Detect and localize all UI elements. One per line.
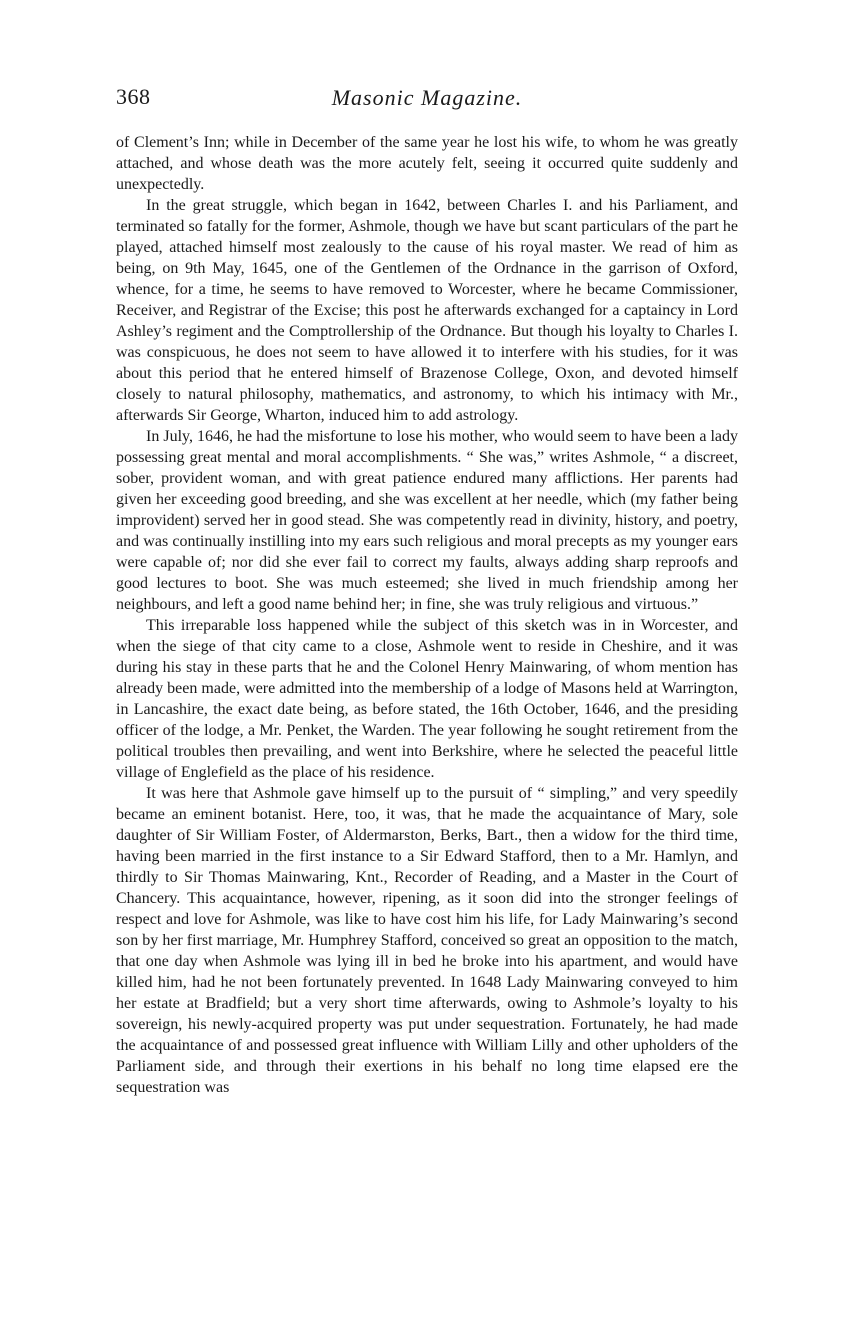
paragraph: In July, 1646, he had the misfortune to lose his mother, who would seem to have been a lady possessing great mental and moral accomplishments. “ She was,” writes Ashmole, “ a discreet, sober, provident woman, and with great patience endured many afflictions. Her parents had given her exceeding good breeding, and she was excellent at her needle, which (my father being improvident) served her in good stead. She was competently read in divinity, history, and poetry, and was continually instilling into my ears such religious and moral precepts as my younger ears were capable of; nor did she ever fail to correct my faults, always adding sharp reproofs and good lectures to boot. She was much esteemed; she lived in much friendship among her neighbours, and left a good name behind her; in fine, she was truly religious and virtuous.”	[116, 428, 738, 613]
article-body	[116, 132, 738, 1098]
page-header	[116, 84, 738, 118]
page-number: 368	[116, 84, 151, 109]
paragraph: This irreparable loss happened while the subject of this sketch was in in Worcester, and when the siege of that city came to a close, Ashmole went to reside in Cheshire, and it was during his stay in these parts that he and the Colonel Henry Mainwaring, of whom mention has already been made, were admitted into the membership of a lodge of Masons held at Warrington, in Lancashire, the exact date being, as before stated, the 16th October, 1646, and the presiding officer of the lodge, a Mr. Penket, the Warden. The year following he sought retirement from the political troubles then prevailing, and went into Berkshire, where he selected the peaceful little village of Englefield as the place of his residence.	[116, 617, 738, 781]
paragraph: of Clement’s Inn; while in December of the same year he lost his wife, to whom he was greatly attached, and whose death was the more acutely felt, seeing it occurred quite suddenly and unexpectedly.	[116, 134, 738, 193]
paragraph: In the great struggle, which began in 1642, between Charles I. and his Parliament, and terminated so fatally for the former, Ashmole, though we have but scant particulars of the part he played, attached himself most zealously to the cause of his royal master. We read of him as being, on 9th May, 1645, one of the Gentlemen of the Ordnance in the garrison of Oxford, whence, for a time, he seems to have removed to Worcester, where he became Commissioner, Receiver, and Registrar of the Excise; this post he afterwards exchanged for a captaincy in Lord Ashley’s regiment and the Comptrollership of the Ordnance. But though his loyalty to Charles I. was conspicuous, he does not seem to have allowed it to interfere with his studies, for it was about this period that he entered himself of Brazenose College, Oxon, and devoted himself closely to natural philosophy, mathematics, and astronomy, to which his intimacy with Mr., afterwards Sir George, Wharton, induced him to add astrology.	[116, 197, 738, 424]
paragraph: It was here that Ashmole gave himself up to the pursuit of “ simpling,” and very speedily became an eminent botanist. Here, too, it was, that he made the acquaintance of Mary, sole daughter of Sir William Foster, of Aldermarston, Berks, Bart., then a widow for the third time, having been married in the first instance to a Sir Edward Stafford, then to a Mr. Hamlyn, and thirdly to Sir Thomas Mainwaring, Knt., Recorder of Reading, and a Master in the Court of Chancery. This acquaintance, however, ripening, as it soon did into the stronger feelings of respect and love for Ashmole, was like to have cost him his life, for Lady Mainwaring’s second son by her first marriage, Mr. Humphrey Stafford, conceived so great an opposition to the match, that one day when Ashmole was lying ill in bed he broke into his apartment, and would have killed him, had he not been fortunately prevented. In 1648 Lady Mainwaring conveyed to him her estate at Bradfield; but a very short time afterwards, owing to Ashmole’s loyalty to his sovereign, his newly-acquired property was put under sequestration. Fortunately, he had made the acquaintance of and possessed great influence with William Lilly and other upholders of the Parliament side, and through their exertions in his behalf no long time elapsed ere the sequestration was	[116, 785, 738, 1096]
running-title: Masonic Magazine.	[331, 85, 523, 110]
